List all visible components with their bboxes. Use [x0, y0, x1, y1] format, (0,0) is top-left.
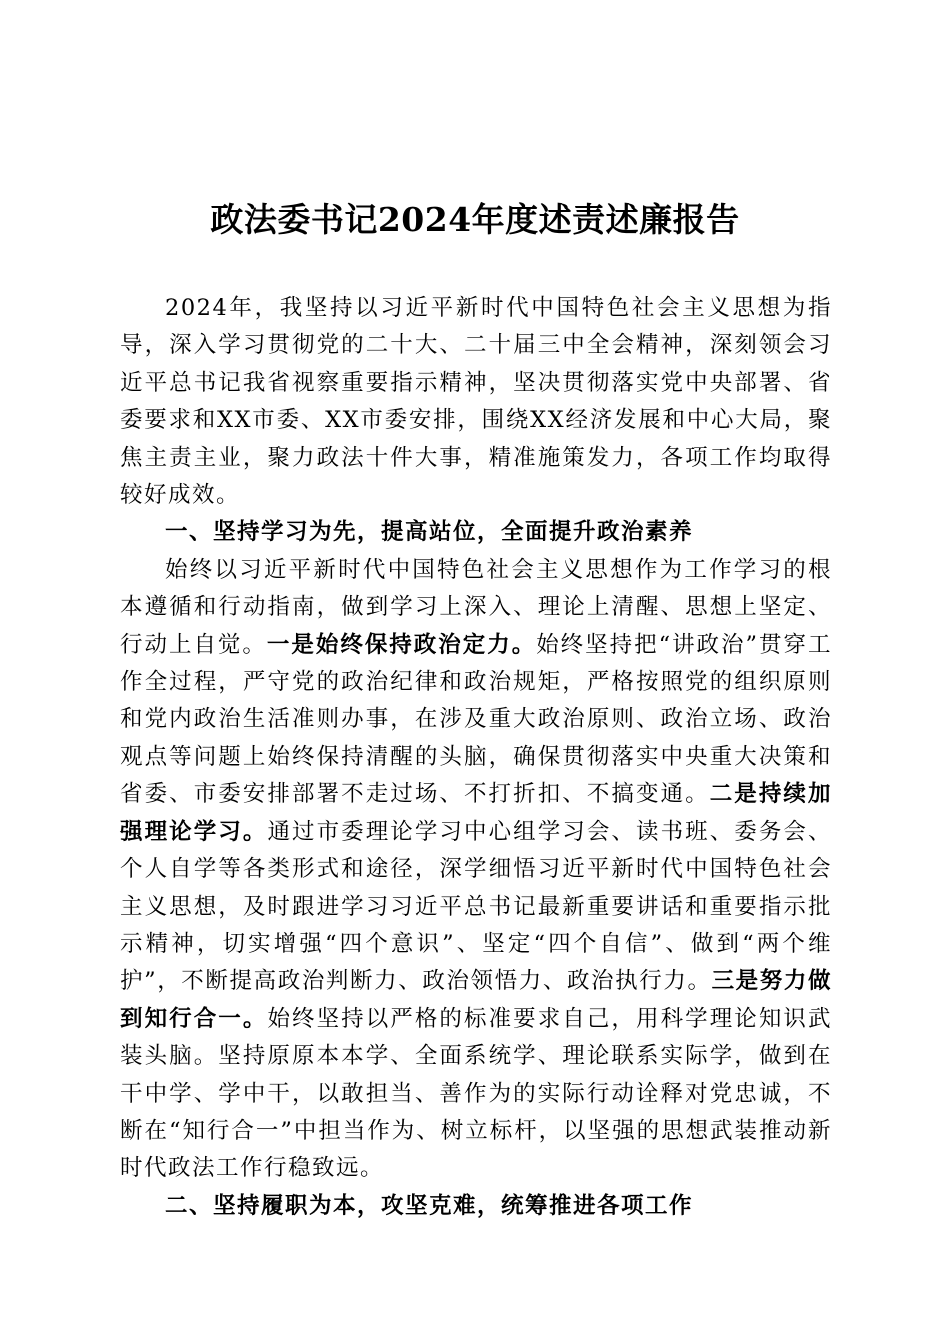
- point-1-label: 一是始终保持政治定力。: [266, 631, 537, 658]
- section-1-text-2: 始终坚持把“讲政治”贯穿工作全过程，严守党的政治纪律和政治规矩，严格按照党的组织原则和党内政治生活准则办事，在涉及重大政治原则、政治立场、政治观点等问题上始终保持清醒的头脑，确保贯彻落实中央重大决策和省委、市委安排部署不走过场、不打折扣、不搞变通。: [120, 631, 832, 808]
- section-1-text-3: 通过市委理论学习中心组学习会、读书班、委务会、个人自学等各类形式和途径，深学细悟习近平新时代中国特色社会主义思想，及时跟进学习习近平总书记最新重要讲话和重要指示批示精神，切实增强“四个意识”、坚定“四个自信”、做到“两个维护”，不断提高政治判断力、政治领悟力、政治执行力。: [120, 818, 832, 995]
- document-body: [120, 290, 832, 1225]
- section-1-heading: 一、坚持学习为先，提高站位，全面提升政治素养: [165, 519, 694, 546]
- document-title: 政法委书记2024年度述责述廉报告: [210, 200, 740, 239]
- point-3-label: 三是努力做到知行合一。: [120, 968, 832, 1032]
- section-1-paragraph: [120, 552, 832, 1188]
- section-1-text-4: 始终坚持以严格的标准要求自己，用科学理论知识武装头脑。坚持原原本本学、全面系统学、理论联系实际学，做到在干中学、学中干，以敢担当、善作为的实际行动诠释对党忠诚，不断在“知行合一”中担当作为、树立标杆，以坚强的思想武装推动新时代政法工作行稳致远。: [120, 1005, 832, 1182]
- section-2-heading: 二、坚持履职为本，攻坚克难，统筹推进各项工作: [165, 1192, 694, 1219]
- section-1-text-1: 始终以习近平新时代中国特色社会主义思想作为工作学习的根本遵循和行动指南，做到学习上深入、理论上清醒、思想上坚定、行动上自觉。: [120, 556, 832, 658]
- intro-paragraph: 2024年，我坚持以习近平新时代中国特色社会主义思想为指导，深入学习贯彻党的二十大、二十届三中全会精神，深刻领会习近平总书记我省视察重要指示精神，坚决贯彻落实党中央部署、省委要求和XX市委、XX市委安排，围绕XX经济发展和中心大局，聚焦主责主业，聚力政法十件大事，精准施策发力，各项工作均取得较好成效。: [120, 295, 832, 509]
- point-2-label: 二是持续加强理论学习。: [120, 781, 832, 845]
